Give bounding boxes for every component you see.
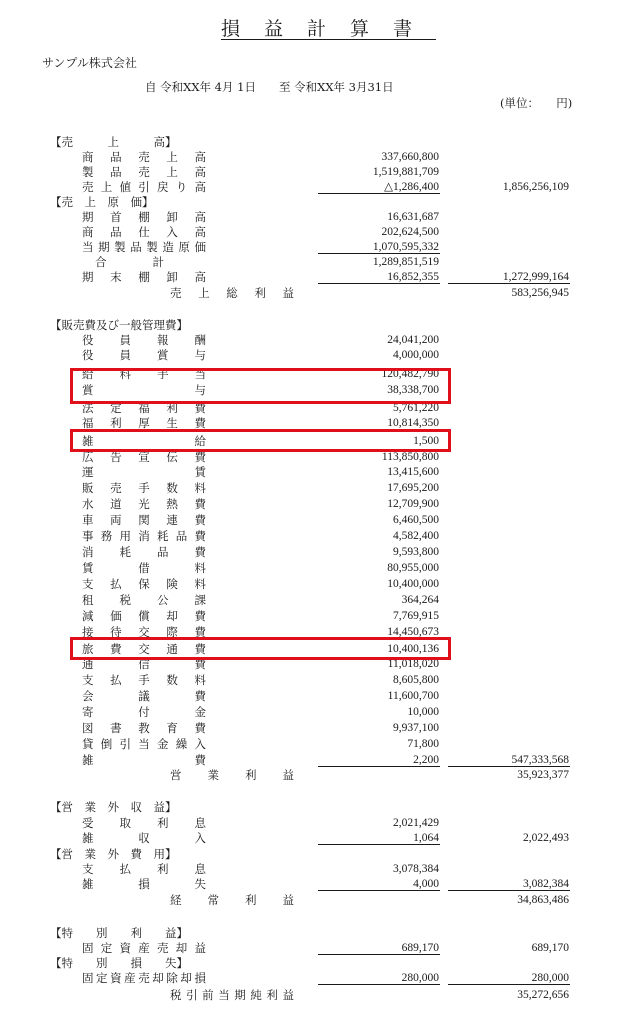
account-label: 売上値引戻り高 xyxy=(82,180,206,194)
rule xyxy=(318,890,440,891)
statement-row xyxy=(0,545,639,559)
subtotal-label: 経常利益 xyxy=(170,893,294,907)
rule xyxy=(448,984,570,985)
account-label: 期首棚卸高 xyxy=(82,210,206,224)
amount: 2,200 xyxy=(413,754,439,766)
amount: 1,289,851,519 xyxy=(372,256,439,268)
amount: 4,000,000 xyxy=(393,349,439,361)
amount: 1,500 xyxy=(413,435,439,447)
total-amount: 35,272,656 xyxy=(517,989,569,1001)
account-label: 雑費 xyxy=(82,753,206,767)
amount: 9,937,100 xyxy=(393,722,439,734)
statement-row xyxy=(0,956,639,970)
amount: 337,660,800 xyxy=(381,151,439,163)
rule xyxy=(318,193,440,194)
fiscal-period: 自 令和XX年 4月 1日 至 令和XX年 3月31日 xyxy=(145,80,394,94)
statement-row xyxy=(0,210,639,224)
statement-row xyxy=(0,609,639,623)
statement-row xyxy=(0,689,639,703)
rule xyxy=(448,766,570,767)
total-amount: 3,082,384 xyxy=(523,878,569,890)
statement-row xyxy=(0,255,639,269)
statement-row xyxy=(0,847,639,861)
statement-row xyxy=(0,561,639,575)
statement-row xyxy=(0,988,639,1002)
amount: 4,000 xyxy=(413,878,439,890)
account-label: 減価償却費 xyxy=(82,609,206,623)
account-label: 水道光熱費 xyxy=(82,497,206,511)
amount: 1,519,881,709 xyxy=(372,166,439,178)
account-label: 賞与 xyxy=(82,383,206,397)
amount: 16,631,687 xyxy=(387,211,439,223)
total-amount: 583,256,945 xyxy=(511,287,569,299)
rule xyxy=(318,283,440,284)
total-amount: 547,333,568 xyxy=(511,754,569,766)
account-label: 車両関連費 xyxy=(82,513,206,527)
account-label: 旅費交通費 xyxy=(82,642,206,656)
statement-row xyxy=(0,971,639,985)
amount: 202,624,500 xyxy=(381,226,439,238)
amount: 17,695,200 xyxy=(387,482,439,494)
statement-row xyxy=(0,135,639,149)
amount: 80,955,000 xyxy=(387,562,439,574)
amount: 14,450,673 xyxy=(387,626,439,638)
total-amount: 35,923,377 xyxy=(517,769,569,781)
statement-row xyxy=(0,497,639,511)
amount: 2,021,429 xyxy=(393,817,439,829)
statement-row xyxy=(0,240,639,254)
statement-row xyxy=(0,800,639,814)
total-amount: 280,000 xyxy=(531,972,569,984)
statement-row xyxy=(0,926,639,940)
account-label: 広告宣伝費 xyxy=(82,450,206,464)
statement-row xyxy=(0,831,639,845)
account-label: 接待交際費 xyxy=(82,625,206,639)
account-label: 商品売上高 xyxy=(82,150,206,164)
statement-row xyxy=(0,465,639,479)
statement-row xyxy=(0,286,639,300)
total-amount: 689,170 xyxy=(531,942,569,954)
statement-row xyxy=(0,673,639,687)
amount: 10,000 xyxy=(407,706,439,718)
section-heading: 【売 上 高】 xyxy=(50,135,177,149)
amount: 9,593,800 xyxy=(393,546,439,558)
statement-row xyxy=(0,941,639,955)
section-heading: 【特 別 損 失】 xyxy=(50,956,188,970)
unit-note: (単位： 円) xyxy=(500,96,573,110)
rule xyxy=(448,283,570,284)
account-label: 支払保険料 xyxy=(82,577,206,591)
amount: 280,000 xyxy=(401,972,439,984)
rule xyxy=(318,766,440,767)
amount: 120,482,790 xyxy=(381,368,439,380)
subtotal-label: 税引前当期純利益 xyxy=(170,988,294,1002)
total-amount: 1,272,999,164 xyxy=(502,271,569,283)
account-label: 固定資産売却益 xyxy=(82,941,206,955)
account-label: 支払利息 xyxy=(82,862,206,876)
account-label: 合 計 xyxy=(95,255,164,269)
amount: 10,400,000 xyxy=(387,578,439,590)
amount: 24,041,200 xyxy=(387,334,439,346)
statement-row xyxy=(0,768,639,782)
amount: 71,800 xyxy=(407,738,439,750)
statement-row xyxy=(0,529,639,543)
total-amount: 2,022,493 xyxy=(523,832,569,844)
account-label: 販売手数料 xyxy=(82,481,206,495)
statement-row xyxy=(0,450,639,464)
statement-row xyxy=(0,416,639,430)
highlight-misc-wages xyxy=(70,429,451,452)
account-label: 役員賞与 xyxy=(82,348,206,362)
section-heading: 【売 上 原 価】 xyxy=(50,195,154,209)
subtotal-label: 営業利益 xyxy=(170,768,294,782)
account-label: 給料手当 xyxy=(82,367,206,381)
section-heading: 【営 業 外 収 益】 xyxy=(50,800,177,814)
subtotal-label: 売上総利益 xyxy=(170,286,294,300)
statement-row xyxy=(0,721,639,735)
statement-row xyxy=(0,481,639,495)
account-label: 期末棚卸高 xyxy=(82,270,206,284)
account-label: 支払手数料 xyxy=(82,673,206,687)
account-label: 賃借料 xyxy=(82,561,206,575)
amount: 12,709,900 xyxy=(387,498,439,510)
amount: 38,338,700 xyxy=(387,384,439,396)
amount: 13,415,600 xyxy=(387,466,439,478)
rule xyxy=(318,954,440,955)
amount: 3,078,384 xyxy=(393,863,439,875)
rule xyxy=(318,844,440,845)
account-label: 福利厚生費 xyxy=(82,416,206,430)
amount: △1,286,400 xyxy=(384,181,439,193)
amount: 5,761,220 xyxy=(393,402,439,414)
statement-row xyxy=(0,893,639,907)
amount: 11,018,020 xyxy=(387,658,439,670)
total-amount: 34,863,486 xyxy=(517,894,569,906)
account-label: 雑収入 xyxy=(82,831,206,845)
highlight-travel-expenses xyxy=(70,637,451,660)
amount: 113,850,800 xyxy=(381,451,439,463)
rule xyxy=(318,253,440,254)
account-label: 貸倒引当金繰入 xyxy=(82,737,206,751)
account-label: 役員報酬 xyxy=(82,333,206,347)
account-label: 当期製品製造原価 xyxy=(82,240,206,254)
section-heading: 【特 別 利 益】 xyxy=(50,926,188,940)
rule xyxy=(448,890,570,891)
amount: 4,582,400 xyxy=(393,530,439,542)
amount: 10,400,136 xyxy=(387,643,439,655)
statement-row xyxy=(0,737,639,751)
amount: 364,264 xyxy=(401,594,439,606)
amount: 7,769,915 xyxy=(393,610,439,622)
account-label: 寄付金 xyxy=(82,705,206,719)
statement-row xyxy=(0,270,639,284)
amount: 11,600,700 xyxy=(387,690,439,702)
statement-row xyxy=(0,753,639,767)
statement-row xyxy=(0,862,639,876)
account-label: 図書教育費 xyxy=(82,721,206,735)
statement-title: 損益計算書 xyxy=(220,18,436,40)
statement-row xyxy=(0,877,639,891)
amount: 16,852,355 xyxy=(387,271,439,283)
statement-row xyxy=(0,225,639,239)
account-label: 受取利息 xyxy=(82,816,206,830)
section-heading: 【販売費及び一般管理費】 xyxy=(50,318,188,332)
statement-row xyxy=(0,705,639,719)
total-amount: 1,856,256,109 xyxy=(502,181,569,193)
amount: 1,064 xyxy=(413,832,439,844)
account-label: 会議費 xyxy=(82,689,206,703)
statement-row xyxy=(0,180,639,194)
statement-row xyxy=(0,513,639,527)
account-label: 雑給 xyxy=(82,434,206,448)
account-label: 固定資産売却除却損 xyxy=(82,971,206,985)
statement-row xyxy=(0,165,639,179)
account-label: 商品仕入高 xyxy=(82,225,206,239)
statement-row xyxy=(0,150,639,164)
statement-row xyxy=(0,318,639,332)
account-label: 雑損失 xyxy=(82,877,206,891)
highlight-salary-bonus xyxy=(70,368,451,404)
statement-row xyxy=(0,593,639,607)
amount: 10,814,350 xyxy=(387,417,439,429)
section-heading: 【営 業 外 費 用】 xyxy=(50,847,177,861)
account-label: 通信費 xyxy=(82,657,206,671)
statement-row xyxy=(0,348,639,362)
statement-row xyxy=(0,577,639,591)
statement-row xyxy=(0,333,639,347)
account-label: 租税公課 xyxy=(82,593,206,607)
amount: 689,170 xyxy=(401,942,439,954)
account-label: 法定福利費 xyxy=(82,401,206,415)
account-label: 運賃 xyxy=(82,465,206,479)
company-name: サンプル株式会社 xyxy=(42,56,137,70)
account-label: 製品売上高 xyxy=(82,165,206,179)
amount: 1,070,595,332 xyxy=(372,241,439,253)
account-label: 事務用消耗品費 xyxy=(82,529,206,543)
account-label: 消耗品費 xyxy=(82,545,206,559)
amount: 8,605,800 xyxy=(393,674,439,686)
rule xyxy=(318,984,440,985)
statement-row xyxy=(0,816,639,830)
amount: 6,460,500 xyxy=(393,514,439,526)
statement-row xyxy=(0,195,639,209)
